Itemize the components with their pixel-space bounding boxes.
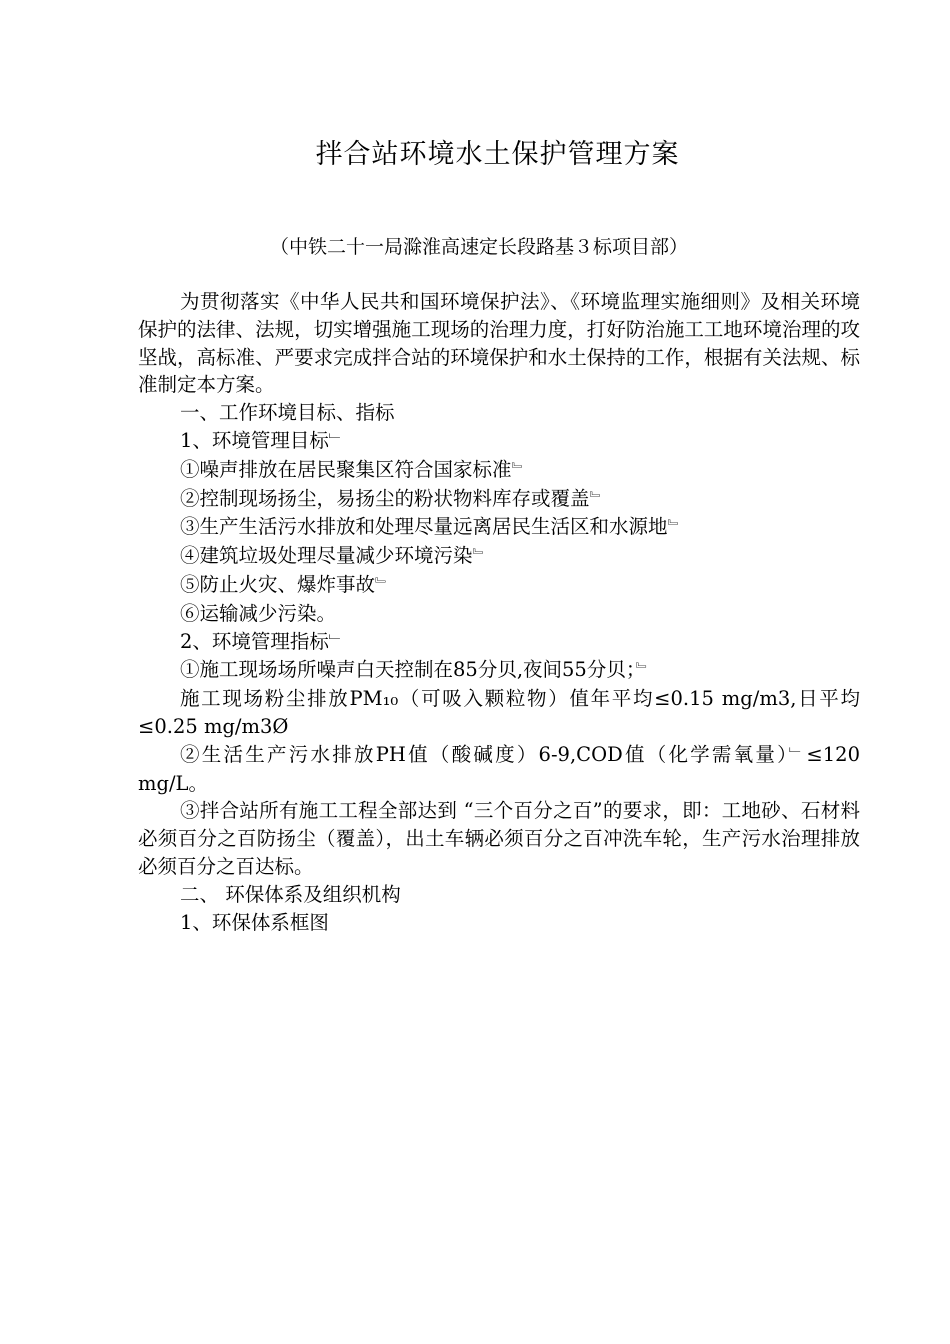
goal-text: ②控制现场扬尘，易扬尘的粉状物料库存或覆盖	[180, 486, 590, 510]
line-break-mark: ﹂	[328, 431, 344, 450]
section-2-heading: 二、 环保体系及组织机构	[180, 882, 401, 906]
goal-text: ③生产生活污水排放和处理尽量远离居民生活区和水源地	[180, 515, 668, 539]
paragraph-mark: ﹄	[667, 518, 683, 537]
paragraph-mark: ﹄	[589, 489, 605, 508]
paragraph-mark: ﹄	[635, 661, 651, 680]
goal-item-6	[138, 600, 860, 628]
indicator-noise-line	[138, 656, 860, 685]
framework-heading: 1、环保体系框图	[180, 910, 329, 934]
indicator-dust: 施工现场粉尘排放PM₁₀（可吸入颗粒物）值年平均≤0.15 mg/m3,日平均≤0.25 mg/m3Ø	[138, 687, 860, 738]
indicator-noise: ①施工现场场所噪声白天控制在85分贝,夜间55分贝；	[180, 658, 636, 682]
goal-text: ④建筑垃圾处理尽量减少环境污染	[180, 544, 473, 568]
document-subtitle: （中铁二十一局滁淮高速定长段路基３标项目部）	[270, 236, 689, 258]
goal-item-4	[138, 542, 860, 571]
goals-heading: 1、环境管理目标	[180, 428, 329, 452]
indicators-heading: 2、环境管理指标	[180, 629, 329, 653]
line-break-mark: ﹂	[328, 632, 344, 651]
indicators-heading-line	[138, 628, 860, 657]
goals-heading-line	[138, 427, 860, 456]
document-body	[138, 288, 860, 936]
goal-text: ①噪声排放在居民聚集区符合国家标准	[180, 457, 512, 481]
paragraph-mark: ﹄	[472, 547, 488, 566]
line-break-mark: ﹂	[789, 745, 807, 764]
intro-paragraph: 为贯彻落实《中华人民共和国环境保护法》、《环境监理实施细则》及相关环境保护的法律、法规，切实增强施工现场的治理力度，打好防治施工工地环境治理的攻坚战，高标准、严要求完成拌合站的环境保护和水土保持的工作，根据有关法规、标准制定本方案。	[138, 290, 860, 397]
indicator-water-limit: ≤120 mg/L。	[138, 742, 860, 795]
paragraph-mark: ﹄	[375, 575, 391, 594]
goal-item-1	[138, 456, 860, 485]
goal-item-2	[138, 485, 860, 514]
goal-text: ⑥运输减少污染。	[180, 601, 337, 625]
document-title: 拌合站环境水土保护管理方案	[315, 139, 680, 170]
goal-item-3	[138, 513, 860, 542]
indicator-water-text: ②生活生产污水排放PH值（酸碱度）6-9,COD值（化学需氧量）	[180, 742, 790, 766]
goal-text: ⑤防止火灾、爆炸事故	[180, 572, 376, 596]
section-1-heading: 一、工作环境目标、指标	[180, 401, 395, 425]
goal-item-5	[138, 571, 860, 600]
paragraph-mark: ﹄	[511, 460, 527, 479]
indicator-hundred-percent: ③拌合站所有施工工程全部达到 “三个百分之百”的要求，即：工地砂、石材料必须百分之百防扬尘（覆盖），出土车辆必须百分之百冲洗车轮，生产污水治理排放必须百分之百达标。	[138, 799, 860, 878]
indicator-water-paragraph	[138, 741, 860, 798]
